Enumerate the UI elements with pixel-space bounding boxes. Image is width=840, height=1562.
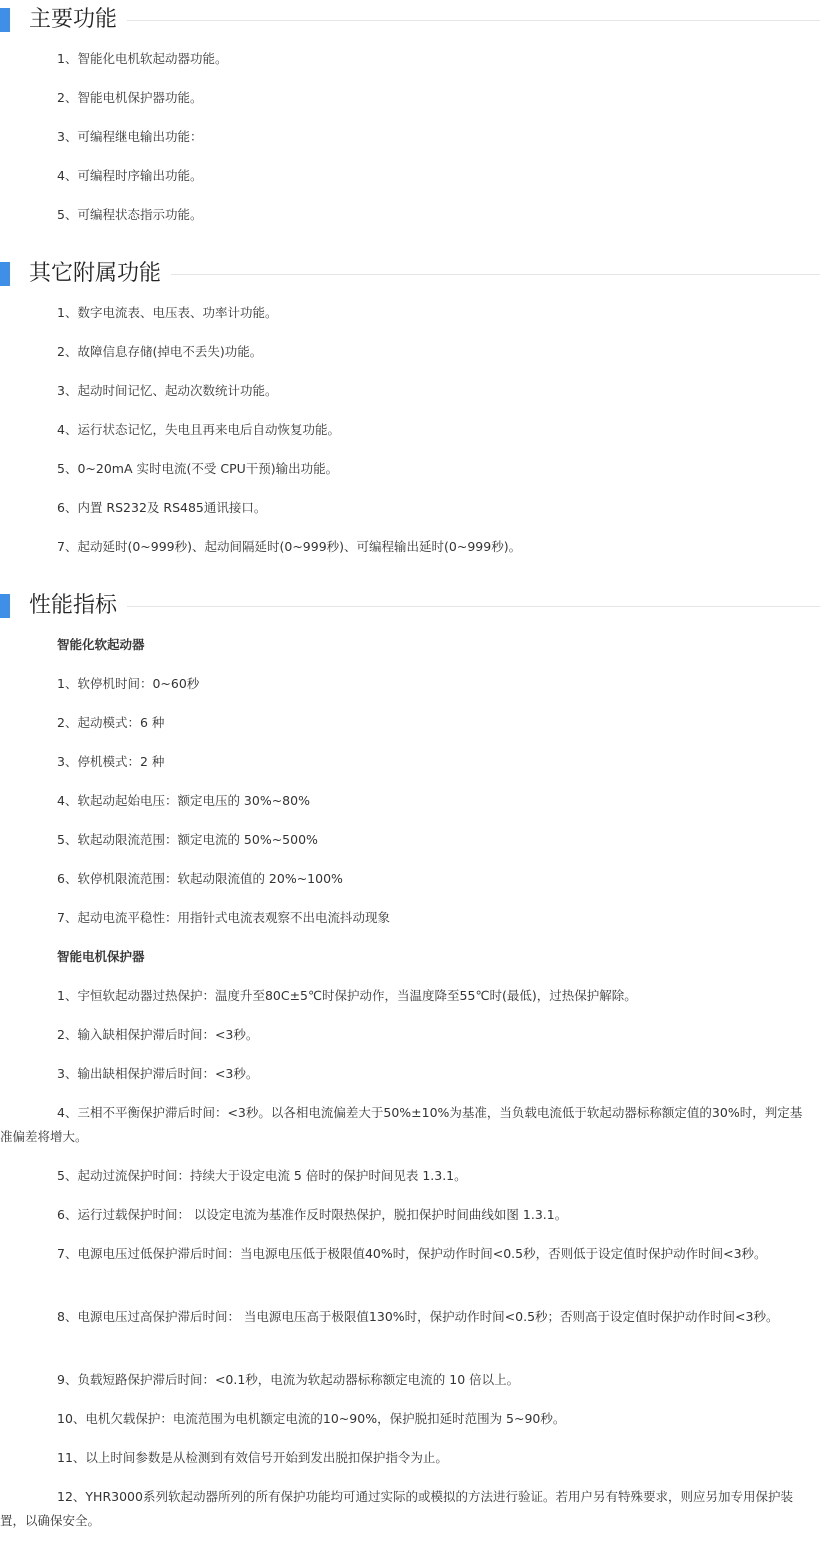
section-main-functions: [0, 0, 840, 40]
list-item: 7、电源电压过低保护滞后时间：当电源电压低于极限值40%时，保护动作时间<0.5秒，否则低于设定值时保护动作时间<3秒。: [57, 1246, 767, 1261]
section-title: 性能指标: [29, 593, 118, 618]
section-accent-bar: [0, 594, 10, 618]
section-accent-bar: [0, 262, 10, 286]
list-item: 1、宇恒软起动器过热保护：温度升至80C±5℃时保护动作，当温度降至55℃时(最低)，过热保护解除。: [57, 988, 637, 1003]
section-header: [0, 586, 840, 626]
subsection-title: 智能电机保护器: [57, 949, 145, 964]
list-item: 8、电源电压过高保护滞后时间： 当电源电压高于极限值130%时，保护动作时间<0.5秒；否则高于设定值时保护动作时间<3秒。: [57, 1309, 779, 1324]
section-header: [0, 254, 840, 294]
list-item: 2、输入缺相保护滞后时间：<3秒。: [57, 1027, 259, 1042]
list-item: 3、起动时间记忆、起动次数统计功能。: [57, 383, 278, 398]
section-accent-bar: [0, 8, 10, 32]
list-item: 12、YHR3000系列软起动器所列的所有保护功能均可通过实际的或模拟的方法进行验证。若用户另有特殊要求，则应另加专用保护装置，以确保安全。: [0, 1489, 793, 1528]
list-item: 6、运行过载保护时间： 以设定电流为基准作反时限热保护，脱扣保护时间曲线如图 1.3.1。: [57, 1207, 568, 1222]
list-item: 5、可编程状态指示功能。: [57, 207, 203, 222]
list-item: 4、可编程时序输出功能。: [57, 168, 203, 183]
list-item: 3、可编程继电输出功能：: [57, 129, 203, 144]
list-item: 3、停机模式：2 种: [57, 754, 165, 769]
list-item: 2、故障信息存储(掉电不丢失)功能。: [57, 344, 263, 359]
list-item: 2、智能电机保护器功能。: [57, 90, 203, 105]
list-item: 11、以上时间参数是从检测到有效信号开始到发出脱扣保护指令为止。: [57, 1450, 448, 1465]
list-item: 2、起动模式：6 种: [57, 715, 165, 730]
section-title: 主要功能: [29, 7, 118, 32]
section-title: 其它附属功能: [29, 261, 162, 286]
section-performance: [0, 586, 840, 626]
subsection-title: 智能化软起动器: [57, 637, 145, 652]
list-item: 1、智能化电机软起动器功能。: [57, 51, 228, 66]
section-header: [0, 0, 840, 40]
section-divider: [127, 606, 820, 607]
list-item: 6、软停机限流范围：软起动限流值的 20%~100%: [57, 871, 343, 886]
section-divider: [171, 274, 820, 275]
list-item: 4、三相不平衡保护滞后时间：<3秒。以各相电流偏差大于50%±10%为基准，当负载电流低于软起动器标称额定值的30%时，判定基准偏差将增大。: [0, 1105, 803, 1144]
list-item: 10、电机欠载保护：电流范围为电机额定电流的10~90%，保护脱扣延时范围为 5~90秒。: [57, 1411, 566, 1426]
list-item: 7、起动延时(0~999秒)、起动间隔延时(0~999秒)、可编程输出延时(0~999秒)。: [57, 539, 522, 554]
list-item: 5、软起动限流范围：额定电流的 50%~500%: [57, 832, 318, 847]
list-item: 4、运行状态记忆，失电且再来电后自动恢复功能。: [57, 422, 340, 437]
list-item: 5、起动过流保护时间：持续大于设定电流 5 倍时的保护时间见表 1.3.1。: [57, 1168, 467, 1183]
list-item: 6、内置 RS232及 RS485通讯接口。: [57, 500, 267, 515]
list-item: 4、软起动起始电压：额定电压的 30%~80%: [57, 793, 310, 808]
list-item: 3、输出缺相保护滞后时间：<3秒。: [57, 1066, 259, 1081]
list-item: 1、数字电流表、电压表、功率计功能。: [57, 305, 278, 320]
list-item: 1、软停机时间：0~60秒: [57, 676, 200, 691]
list-item: 5、0~20mA 实时电流(不受 CPU干预)输出功能。: [57, 461, 339, 476]
section-other-functions: [0, 254, 840, 294]
list-item: 9、负载短路保护滞后时间：<0.1秒，电流为软起动器标称额定电流的 10 倍以上。: [57, 1372, 520, 1387]
section-divider: [127, 20, 820, 21]
list-item: 7、起动电流平稳性：用指针式电流表观察不出电流抖动现象: [57, 910, 390, 925]
